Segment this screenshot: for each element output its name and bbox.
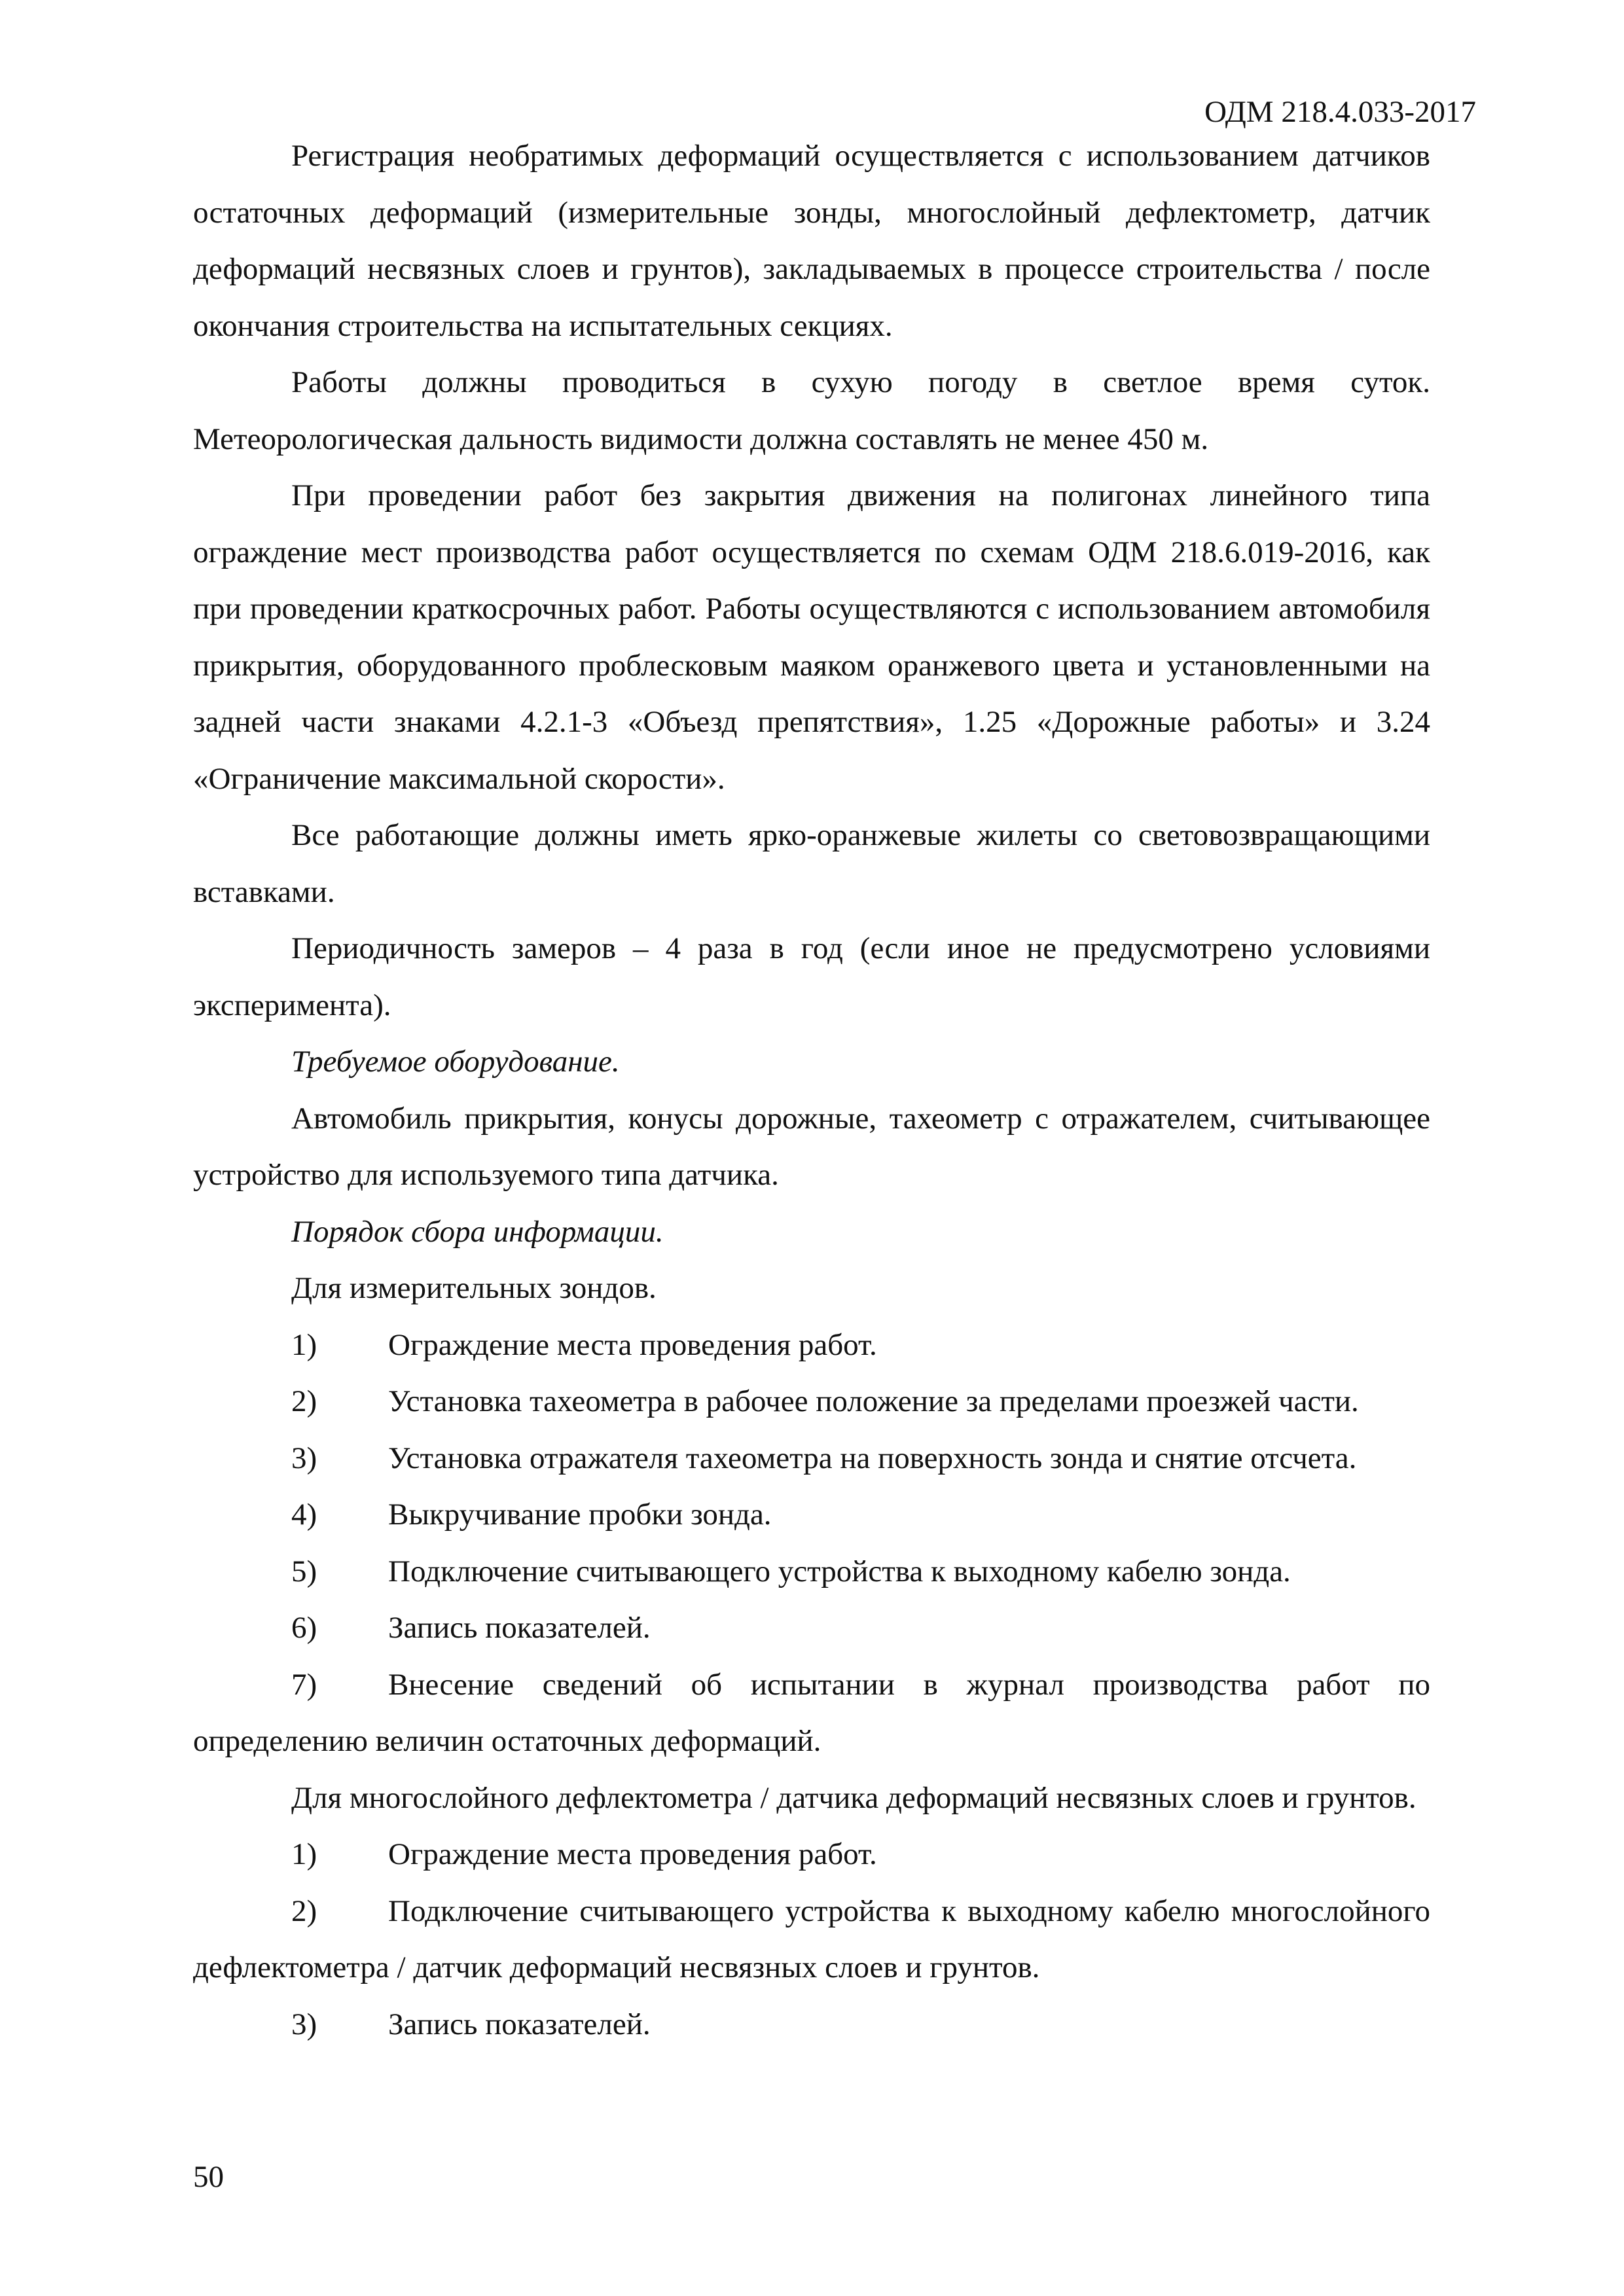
list-item (193, 1883, 1430, 1996)
list-item-number: 1) (291, 1327, 317, 1362)
list-item (193, 1996, 1430, 2053)
list-item-text: Ограждение места проведения работ. (388, 1327, 877, 1362)
list-item-number: 2) (291, 1893, 317, 1928)
list-item-number: 3) (291, 2007, 317, 2041)
list-item-text: Подключение считывающего устройства к выходному кабелю многослойного дефлектометра / датчик деформаций несвязных слоев и грунтов. (193, 1893, 1430, 1984)
list-item (193, 1317, 1430, 1374)
list-item (193, 1543, 1430, 1600)
paragraph-probes-intro: Для измерительных зондов. (291, 1271, 657, 1305)
probes-steps-list (193, 1317, 1430, 1770)
heading-collection-procedure: Порядок сбора информации. (291, 1214, 664, 1249)
list-item (193, 1430, 1430, 1487)
paragraph-equipment-list: Автомобиль прикрытия, конусы дорожные, тахеометр с отражателем, считывающее устройство для используемого типа датчика. (193, 1101, 1430, 1192)
list-item-number: 1) (291, 1837, 317, 1871)
paragraph-irreversible-deformations: Регистрация необратимых деформаций осуществляется с использованием датчиков остаточных деформаций (измерительные зонды, многослойный дефлектометр, датчик деформаций несвязных слоев и грунтов), закладываемых в процессе строительства / после окончания строительства на испытательных секциях. (193, 139, 1430, 343)
paragraph-traffic-fencing: При проведении работ без закрытия движения на полигонах линейного типа ограждение мест производства работ осуществляется по схемам ОДМ 218.6.019-2016, как при проведении краткосрочных работ. Работы осуществляются с использованием автомобиля прикрытия, оборудованного проблесковым маяком оранжевого цвета и установленными на задней части знаками 4.2.1-3 «Объезд препятствия», 1.25 «Дорожные работы» и 3.24 «Ограничение максимальной скорости». (193, 478, 1430, 796)
paragraph-deflectometer-intro: Для многослойного дефлектометра / датчика деформаций несвязных слоев и грунтов. (291, 1780, 1416, 1815)
list-item-text: Установка отражателя тахеометра на поверхность зонда и снятие отсчета. (388, 1441, 1357, 1475)
list-item (193, 1486, 1430, 1543)
list-item (193, 1826, 1430, 1883)
list-item-text: Ограждение места проведения работ. (388, 1837, 877, 1871)
heading-required-equipment: Требуемое оборудование. (291, 1045, 620, 1079)
list-item-number: 5) (291, 1554, 317, 1588)
list-item-text: Запись показателей. (388, 2007, 651, 2041)
document-code: ОДМ 218.4.033-2017 (1204, 95, 1476, 129)
list-item-text: Установка тахеометра в рабочее положение за пределами проезжей части. (388, 1384, 1359, 1418)
list-item-number: 3) (291, 1441, 317, 1475)
paragraph-weather-conditions: Работы должны проводиться в сухую погоду в светлое время суток. Метеорологическая дальность видимости должна составлять не менее 450 м. (193, 365, 1430, 456)
list-item-text: Выкручивание пробки зонда. (388, 1498, 772, 1532)
deflectometer-steps-list (193, 1826, 1430, 2053)
page-number: 50 (193, 2160, 224, 2194)
list-item (193, 1657, 1430, 1770)
list-item-number: 2) (291, 1384, 317, 1418)
list-item-number: 7) (291, 1667, 317, 1702)
list-item-text: Подключение считывающего устройства к выходному кабелю зонда. (388, 1554, 1291, 1588)
paragraph-measurement-frequency: Периодичность замеров – 4 раза в год (если иное не предусмотрено условиями эксперимента). (193, 931, 1430, 1022)
list-item-number: 4) (291, 1498, 317, 1532)
list-item-text: Внесение сведений об испытании в журнал производства работ по определению величин остаточных деформаций. (193, 1667, 1430, 1758)
paragraph-vests: Все работающие должны иметь ярко-оранжевые жилеты со световозвращающими вставками. (193, 818, 1430, 909)
list-item-number: 6) (291, 1611, 317, 1645)
list-item (193, 1600, 1430, 1657)
body-text (193, 128, 1430, 2053)
list-item (193, 1373, 1430, 1430)
list-item-text: Запись показателей. (388, 1611, 651, 1645)
